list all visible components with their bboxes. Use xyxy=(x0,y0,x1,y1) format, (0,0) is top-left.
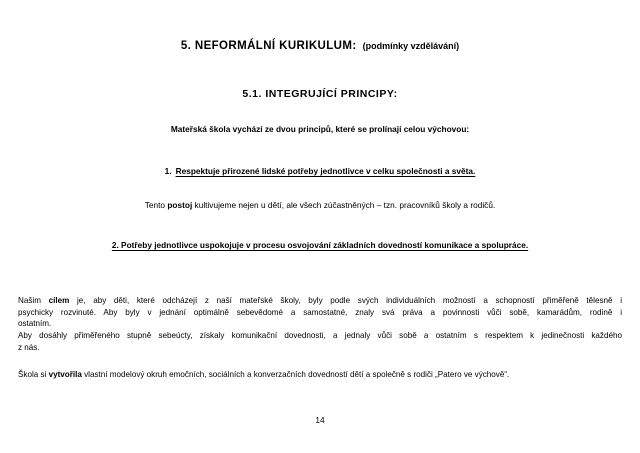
principle-1-note-suffix: kultivujeme nejen u dětí, ale všech zúčastněných – tzn. pracovníků školy a rodičů. xyxy=(192,200,496,210)
page-title xyxy=(0,40,640,52)
page-number: 14 xyxy=(315,415,325,425)
body-paragraph-3-line-1 xyxy=(18,369,622,381)
principle-1-note-emphasis: postoj xyxy=(167,200,193,210)
principle-1-note-prefix: Tento xyxy=(144,200,168,210)
body-p3-rest: vlastní modelový okruh emočních, sociálních a konverzačních dovedností dětí a společně s rodiči „Patero ve výchově“. xyxy=(81,370,510,379)
body-paragraph-2-line-2: z nás. xyxy=(18,342,40,352)
principle-1-text: Respektuje přirozené lidské potřeby jednotlivce v celku společnosti a světa. xyxy=(175,166,476,176)
principle-1-note xyxy=(0,200,640,210)
page-title-main: 5. NEFORMÁLNÍ KURIKULUM: xyxy=(180,40,357,52)
section-subtitle: 5.1. INTEGRUJÍCÍ PRINCIPY: xyxy=(242,88,398,100)
body-p1-prefix: Našim xyxy=(18,296,49,305)
page-title-parenthetical: (podmínky vzdělávání) xyxy=(362,41,460,51)
principle-item-2 xyxy=(0,240,640,250)
body-paragraph-1 xyxy=(18,295,622,330)
body-paragraph-2-line-1: Aby dosáhly přiměřeného stupně sebeúcty, získaly komunikační dovednosti, a jednaly vůči sobě a ostatním s respektem k jedinečnosti každého xyxy=(18,331,622,340)
body-p1-emphasis: cílem xyxy=(48,296,70,305)
body-paragraph-1-line-2: psychicky rozvinuté. Aby byly v jednání optimálně sebevědomé a samostatné, znaly svá práva a povinnosti vůči sobě, kamarádům, rodině i xyxy=(18,307,622,317)
intro-sentence: Mateřská škola vychází ze dvou principů, které se prolínají celou výchovou: xyxy=(170,124,470,134)
body-p3-emphasis: vytvořila xyxy=(48,370,82,379)
body-p3-prefix: Škola si xyxy=(18,370,49,379)
body-paragraph-2 xyxy=(18,330,622,353)
principle-item-1 xyxy=(0,166,640,176)
principle-1-number: 1. xyxy=(164,166,172,176)
body-paragraph-3 xyxy=(18,369,622,381)
body-paragraph-1-line-1 xyxy=(18,295,622,307)
body-p1-line1-rest: je, aby děti, které odcházejí z naší mateřské školy, byly podle svých individuálních možností a schopností přiměřeně tělesně i xyxy=(69,296,622,305)
principle-2-text: 2. Potřeby jednotlivce uspokojuje v procesu osvojování základních dovedností komunikace a spolupráce. xyxy=(111,240,529,250)
body-paragraph-1-line-3: ostatním. xyxy=(18,319,52,329)
